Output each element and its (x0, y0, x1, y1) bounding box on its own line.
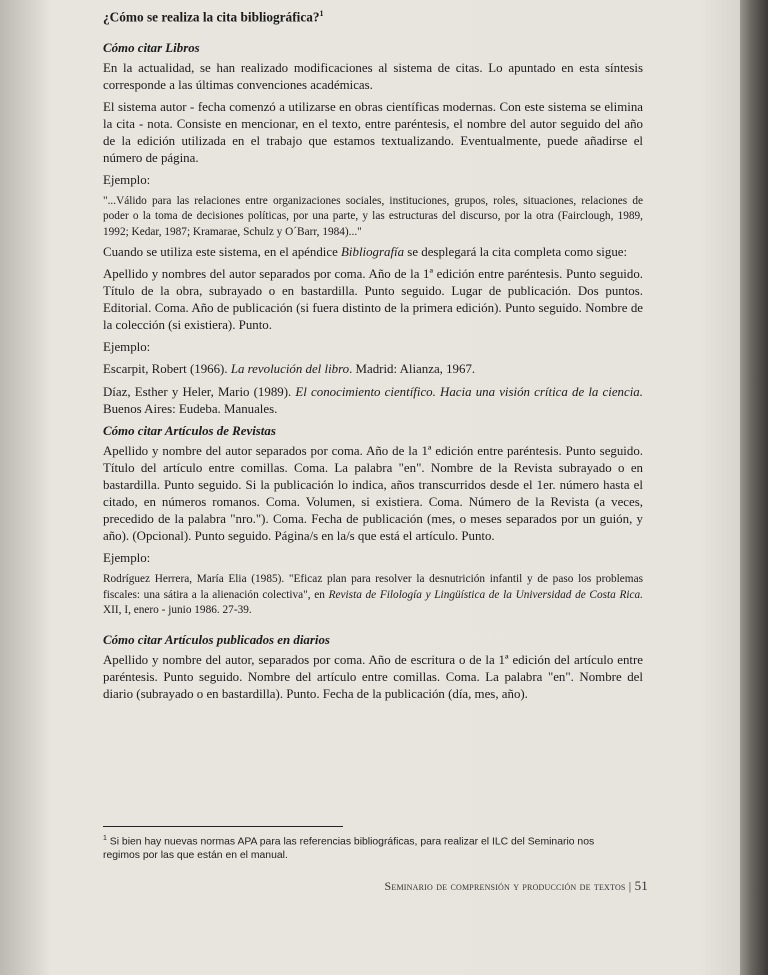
paragraph: Apellido y nombre del autor separados por coma. Año de la 1ª edición entre paréntesis. Punto seguido. Título del artículo entre comillas. Coma. La palabra "en". Nombre de la Revista subrayado o en bastardilla. Punto seguido. Si la publicación lo indica, años transcurridos desde el 1er. número hasta el citado, en números romanos. Coma. Volumen, si existiera. Coma. Número de la Revista (a veces, precedido de la palabra "nro."). Coma. Fecha de publicación (mes, o meses separados por un guión, y año). (Opcional). Punto seguido. Página/s en la/s que está el artículo. Punto. (103, 443, 643, 544)
paragraph: Cuando se utiliza este sistema, en el apéndice Bibliografía se desplegará la cita completa como sigue: (103, 244, 628, 259)
footnote: $^1$ Si bien hay nuevas normas APA para las referencias bibliográficas, para realizar el ILC del Seminario nos regimos por las que están en el manual. (103, 835, 595, 862)
example-label: Ejemplo: (103, 340, 151, 355)
page-number: 51 (634, 878, 648, 893)
citation-example: Escarpit, Robert (1966). La revolución del libro. Madrid: Alianza, 1967. (103, 362, 476, 377)
paragraph: Apellido y nombres del autor separados por coma. Año de la 1ª edición entre paréntesis. Punto seguido. Título de la obra, subrayado o en bastardilla. Punto seguido. Lugar de publicación. Dos puntos. Editorial. Coma. Año de publicación (si fuera distinto de la primera edición). Punto seguido. Nombre de la colección (si existiera). Punto. (103, 266, 643, 333)
example-label: Ejemplo: (103, 173, 151, 188)
running-footer: Seminario de comprensión y producción de textos | 51 (384, 878, 648, 893)
section-heading-diarios: Cómo citar Artículos publicados en diarios (103, 633, 330, 648)
paragraph: En la actualidad, se han realizado modificaciones al sistema de citas. Lo apuntado en esta síntesis corresponde a las últimas convenciones académicas. (103, 60, 643, 92)
footnote-divider (103, 826, 343, 827)
section-heading-libros: Cómo citar Libros (103, 40, 200, 55)
citation-example: Díaz, Esther y Heler, Mario (1989). El conocimiento científico. Hacia una visión crítica de la ciencia. Buenos Aires: Eudeba. Manuales. (103, 384, 643, 416)
paragraph: El sistema autor - fecha comenzó a utilizarse en obras científicas modernas. Con este sistema se elimina la cita - nota. Consiste en mencionar, en el texto, entre paréntesis, el nombre del autor seguido del año de la edición utilizada en el trabajo que estamos textualizando. Eventualmente, puede añadirse el número de página. (103, 99, 643, 166)
page-edge-shadow (740, 0, 768, 975)
paragraph: Apellido y nombre del autor, separados por coma. Año de escritura o de la 1ª edición del artículo entre paréntesis. Punto seguido. Nombre del artículo entre comillas. Coma. La palabra "en". Nombre del diario (subrayado o en bastardilla). Punto. Fecha de la publicación (día, mes, año). (103, 653, 643, 702)
book-spine-shadow (0, 0, 50, 975)
section-heading-revistas: Cómo citar Artículos de Revistas (103, 423, 276, 438)
page-title: ¿Cómo se realiza la cita bibliográfica?$^1$ (103, 9, 324, 25)
example-label: Ejemplo: (103, 551, 151, 566)
citation-example: Rodríguez Herrera, María Elia (1985). "Eficaz plan para resolver la desnutrición infantil y de paso los problemas fiscales: una sátira a la alienación colectiva", en Revista de Filología y Lingüística de la Universidad de Costa Rica. XII, I, enero - junio 1986. 27-39. (103, 573, 643, 616)
page-content (103, 5, 643, 708)
footnote-reference: 1 (319, 9, 324, 18)
quotation: "...Válido para las relaciones entre organizaciones sociales, instituciones, grupos, roles, situaciones, relaciones de poder o la toma de decisiones políticas, por una parte, y las estructuras del discurso, por la otra (Fairclough, 1989, 1992; Kedar, 1987; Kramarae, Schulz y O´Barr, 1984)..." (103, 195, 643, 238)
